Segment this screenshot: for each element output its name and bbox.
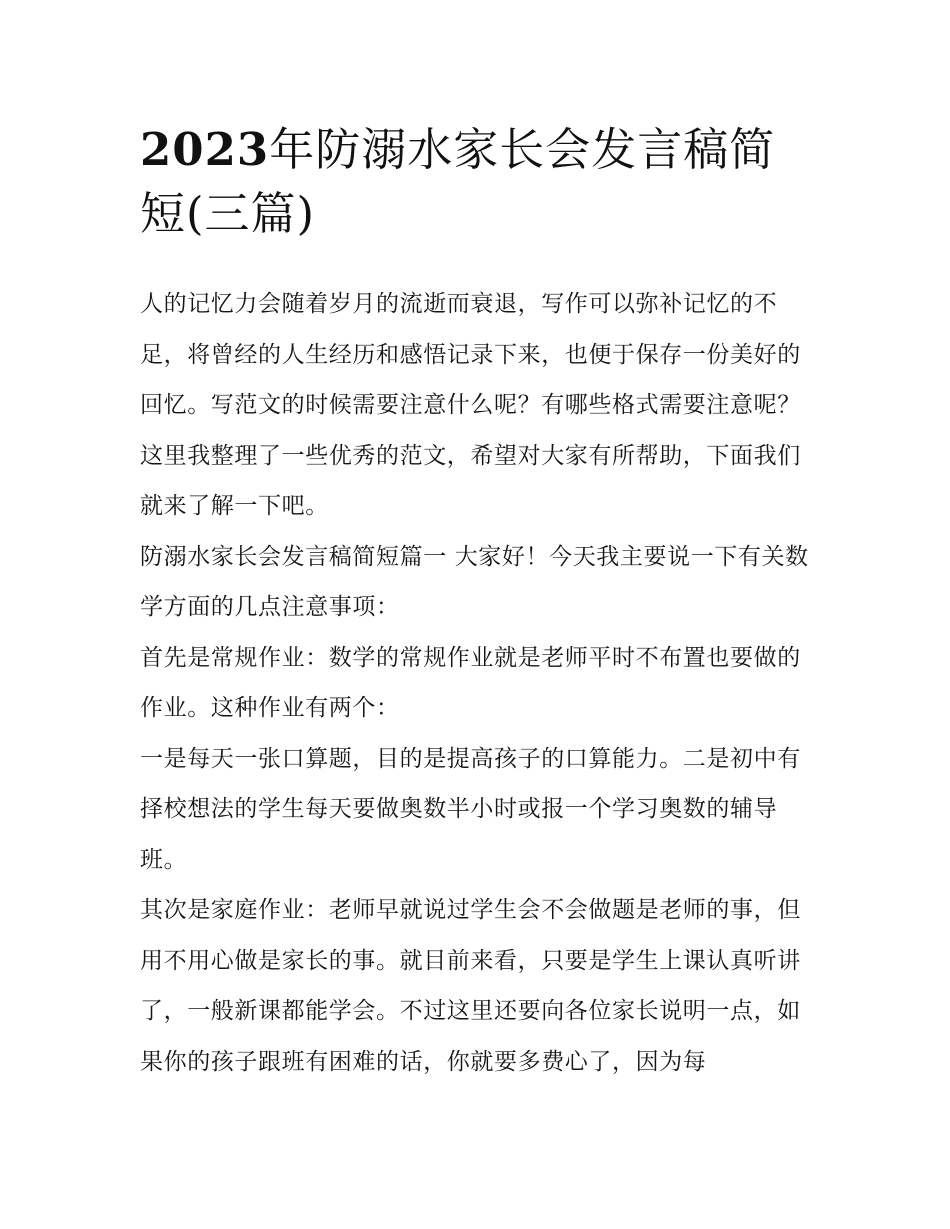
document-body: [140, 279, 815, 1087]
title-text: 年防溺水家长会发言稿简短(三篇): [140, 123, 776, 240]
title-year: 2023: [140, 123, 270, 176]
paragraph-intro: 人的记忆力会随着岁月的流逝而衰退，写作可以弥补记忆的不足，将曾经的人生经历和感悟记录下来，也便于保存一份美好的回忆。写范文的时候需要注意什么呢？有哪些格式需要注意呢？这里我整理了一些优秀的范文，希望对大家有所帮助，下面我们就来了解一下吧。: [140, 291, 801, 519]
paragraph-routine-homework: 首先是常规作业：数学的常规作业就是老师平时不布置也要做的作业。这种作业有两个：: [140, 644, 801, 721]
paragraph-homework-types: 一是每天一张口算题，目的是提高孩子的口算能力。二是初中有择校想法的学生每天要做奥数半小时或报一个学习奥数的辅导班。: [140, 745, 801, 873]
paragraph-speech-opening: 防溺水家长会发言稿简短篇一 大家好！今天我主要说一下有关数学方面的几点注意事项：: [140, 543, 809, 620]
document-title: [140, 118, 820, 246]
paragraph-family-homework: 其次是家庭作业：老师早就说过学生会不会做题是老师的事，但用不用心做是家长的事。就目前来看，只要是学生上课认真听讲了，一般新课都能学会。不过这里还要向各位家长说明一点，如果你的孩子跟班有困难的话，你就要多费心了，因为每: [140, 897, 801, 1075]
